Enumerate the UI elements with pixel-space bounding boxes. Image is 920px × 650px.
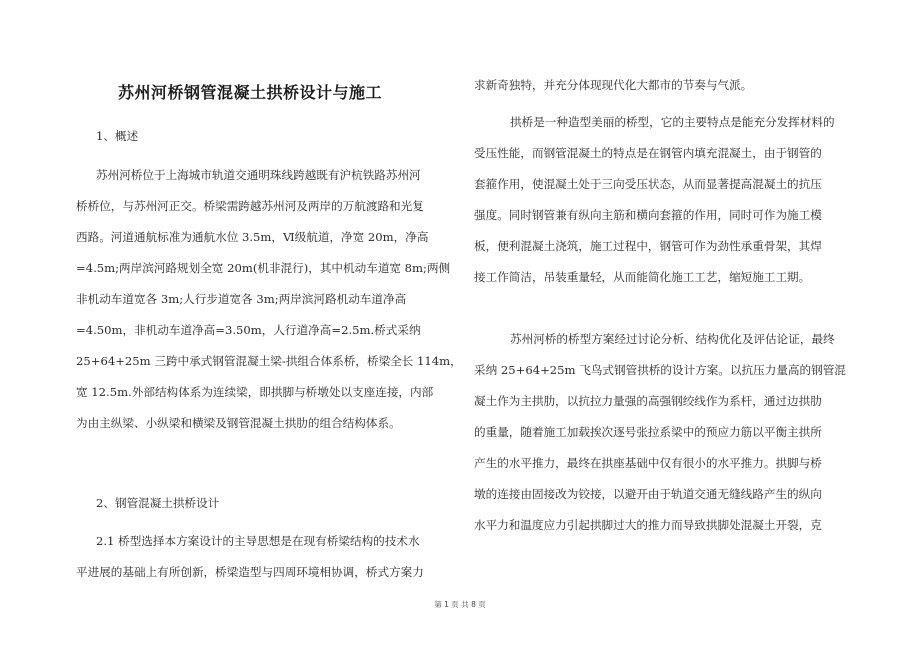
right-paragraph-0 bbox=[474, 70, 864, 101]
text-line: 凝土作为主拱肋，以抗拉力量强的高强钢绞线作为系杆，通过边拱肋 bbox=[474, 394, 822, 408]
text-line: 的重量，随着施工加载挨次逐号张拉系梁中的预应力筋以平衡主拱所 bbox=[474, 425, 822, 439]
right-paragraph-2 bbox=[474, 324, 864, 541]
document-title: 苏州河桥钢管混凝土拱桥设计与施工 bbox=[118, 83, 383, 102]
text-line: 25+64+25m 三跨中承式钢管混凝土梁-拱组合体系桥，桥梁全长 114m， bbox=[76, 354, 462, 368]
left-paragraph-2 bbox=[76, 526, 456, 588]
text-line: 产生的水平推力，最终在拱座基础中仅有很小的水平推力。拱脚与桥 bbox=[474, 456, 822, 470]
text-line: 西路。河道通航标准为通航水位 3.5m，Ⅵ级航道，净宽 20m，净高 bbox=[76, 230, 429, 244]
text-line: 求新奇独特，并充分体现现代化大都市的节奏与气派。 bbox=[474, 78, 753, 92]
text-line: 水平力和温度应力引起拱脚过大的推力而导致拱脚处混凝土开裂，克 bbox=[474, 518, 822, 532]
heading-text: 1、概述 bbox=[96, 129, 139, 143]
section-heading-overview bbox=[96, 121, 456, 152]
text-line: =4.5m;两岸滨河路规划全宽 20m(机非混行)，其中机动车道宽 8m;两侧 bbox=[76, 261, 451, 275]
text-line: 2.1 桥型选择本方案设计的主导思想是在现有桥梁结构的技术水 bbox=[96, 534, 420, 548]
text-line: 苏州河桥位于上海城市轨道交通明珠线跨越既有沪杭铁路苏州河 bbox=[96, 168, 421, 182]
text-line: 非机动车道宽各 3m;人行步道宽各 3m;两岸滨河路机动车道净高 bbox=[76, 292, 407, 306]
section-heading-design bbox=[96, 488, 456, 519]
page-footer: 第 1 页 共 8 页 bbox=[434, 600, 486, 609]
left-paragraph-1 bbox=[76, 160, 462, 439]
text-line: 采纳 25+64+25m 飞鸟式钢管拱桥的设计方案。以抗压力量高的钢管混 bbox=[474, 363, 846, 377]
heading-text: 2、钢管混凝土拱桥设计 bbox=[96, 496, 220, 510]
text-line: 套箍作用，使混凝土处于三向受压状态，从而显著提高混凝土的抗压 bbox=[474, 177, 822, 191]
text-line: =4.50m，非机动车道净高=3.50m，人行道净高=2.5m.桥式采纳 bbox=[76, 323, 421, 337]
text-line: 平进展的基础上有所创新，桥梁造型与四周环境相协调，桥式方案力 bbox=[76, 565, 424, 579]
text-line: 宽 12.5m.外部结构体系为连续梁，即拱脚与桥墩处以支座连接，内部 bbox=[76, 385, 434, 399]
text-line: 受压性能，而钢管混凝土的特点是在钢管内填充混凝土，由于钢管的 bbox=[474, 146, 822, 160]
text-line: 苏州河桥的桥型方案经过讨论分析、结构优化及评估论证，最终 bbox=[510, 332, 835, 346]
text-line: 拱桥是一种造型美丽的桥型，它的主要特点是能充分发挥材料的 bbox=[510, 115, 835, 129]
text-line: 墩的连接由固接改为铰接，以避开由于轨道交通无缝线路产生的纵向 bbox=[474, 487, 822, 501]
right-paragraph-1 bbox=[474, 107, 864, 293]
text-line: 为由主纵梁、小纵梁和横梁及钢管混凝土拱肋的组合结构体系。 bbox=[76, 416, 401, 430]
text-line: 接工作简洁，吊装重量轻，从而能简化施工工艺，缩短施工工期。 bbox=[474, 270, 811, 284]
text-line: 桥桥位，与苏州河正交。桥梁需跨越苏州河及两岸的万航渡路和光复 bbox=[76, 199, 424, 213]
text-line: 板，便利混凝土浇筑，施工过程中，钢管可作为劲性承重骨架，其焊 bbox=[474, 239, 822, 253]
text-line: 强度。同时钢管兼有纵向主筋和横向套箍的作用，同时可作为施工模 bbox=[474, 208, 822, 222]
